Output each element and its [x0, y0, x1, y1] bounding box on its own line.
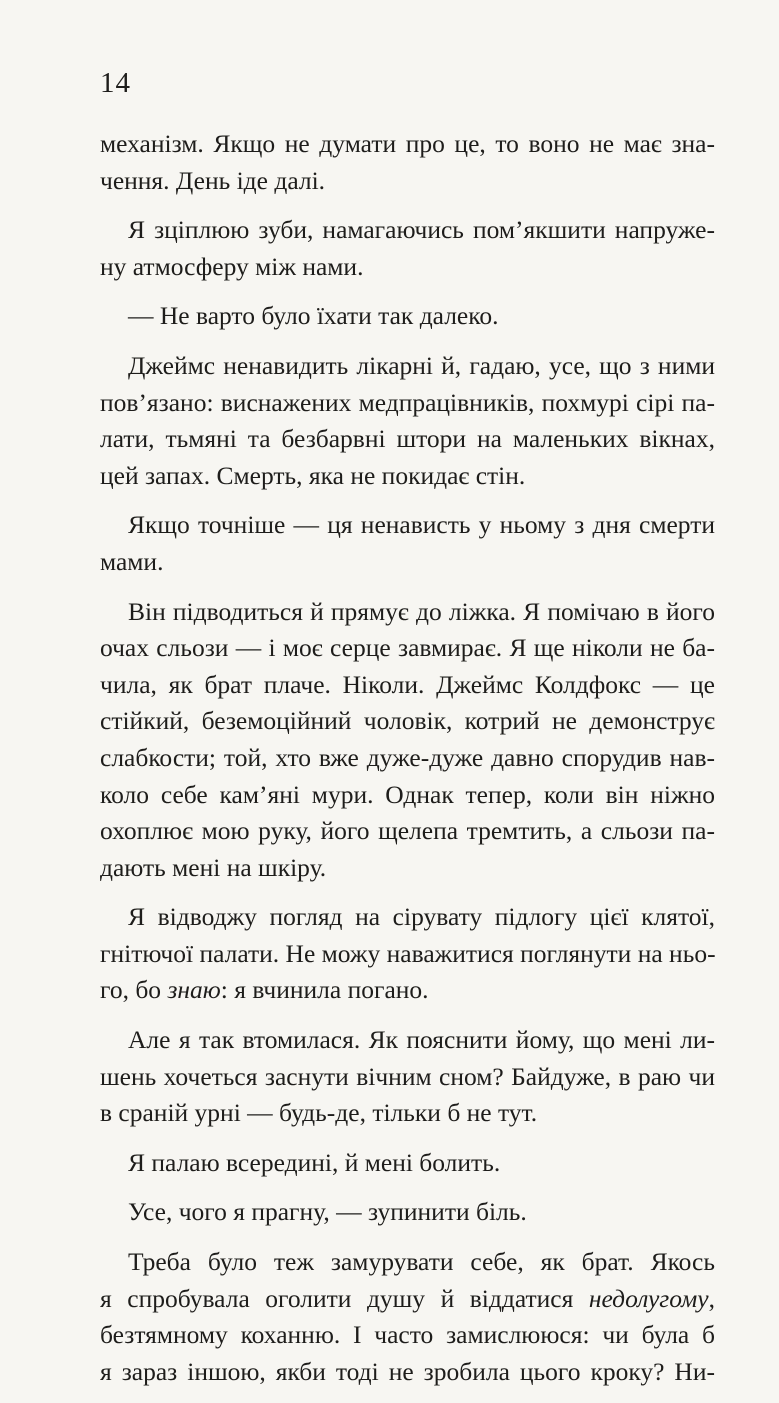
paragraph [100, 594, 715, 887]
text-line: Усе, чого я прагну, — зупинити біль. [128, 1197, 527, 1227]
paragraph [100, 1244, 715, 1390]
text-line: охоплює мою руку, його щелепа тремтить, а сльози па- [100, 816, 715, 846]
text-line: Я зціплюю зуби, намагаючись пом’якшити напруже- [128, 215, 715, 245]
paragraph [100, 1194, 715, 1231]
text-fragment: я спробувала оголити душу й віддатися [100, 1283, 589, 1313]
text-line: мами. [100, 546, 164, 576]
text-line: Джеймс ненавидить лікарні й, гадаю, усе, що з ними [128, 350, 715, 380]
text-line: стійкий, беземоційний чоловік, котрий не демонструє [100, 706, 715, 736]
text-line: Але я так втомилася. Як пояснити йому, що мені ли- [128, 1025, 715, 1055]
paragraph [100, 126, 715, 199]
paragraph [100, 899, 715, 1009]
text-fragment: : я вчинила погано. [220, 975, 429, 1005]
text-line: цей запах. Смерть, яка не покидає стін. [100, 460, 526, 490]
text-line: Треба було теж замурувати себе, як брат. Якось [128, 1247, 715, 1277]
text-line: в сраній урні — будь-де, тільки б не тут. [100, 1098, 538, 1128]
text-line: дають мені на шкіру. [100, 852, 327, 882]
text-line: очах сльози — і моє серце завмирає. Я ще ніколи не ба- [100, 633, 715, 663]
page-number: 14 [100, 67, 131, 99]
text-line [100, 972, 715, 1009]
text-line: — Не варто було їхати так далеко. [128, 301, 499, 331]
text-line: коло себе кам’яні мури. Однак тепер, коли він ніжно [100, 779, 715, 809]
body-text [100, 126, 715, 1403]
text-line: механізм. Якщо не думати про це, то воно не має зна- [100, 129, 715, 158]
emphasis: знаю [167, 975, 221, 1005]
text-fragment: го, бо [100, 975, 168, 1005]
paragraph [100, 298, 715, 335]
paragraph [100, 507, 715, 580]
paragraph [100, 348, 715, 494]
text-line: чення. День іде далі. [100, 165, 326, 195]
text-line: Якщо точніше — ця ненависть у ньому з дня смерти [128, 510, 715, 540]
text-line: слабкости; той, хто вже дуже-дуже давно спорудив нав- [100, 742, 715, 772]
text-line: Він підводиться й прямує до ліжка. Я помічаю в його [128, 596, 715, 626]
text-line: ну атмосферу між нами. [100, 251, 364, 281]
text-line: я зараз іншою, якби тоді не зробила цього кроку? Ни- [100, 1356, 715, 1386]
paragraph [100, 1022, 715, 1132]
emphasis: недолугому [588, 1283, 709, 1313]
text-line: Я відводжу погляд на сірувату підлогу цієї клятої, [128, 902, 715, 932]
text-line [100, 1281, 715, 1318]
text-line: пов’язано: виснажених медпрацівників, похмурі сірі па- [100, 387, 715, 417]
text-line: гнітючої палати. Не можу наважитися поглянути на ньо- [100, 938, 716, 968]
text-line: чила, як брат плаче. Ніколи. Джеймс Колдфокс — це [100, 669, 715, 699]
text-line: Я палаю всередині, й мені болить. [128, 1147, 501, 1177]
text-line: безтямному коханню. І часто замислююся: чи була б [100, 1320, 715, 1350]
text-line: шень хочеться заснути вічним сном? Байдуже, в раю чи [100, 1061, 715, 1091]
text-line: лати, тьмяні та безбарвні штори на маленьких вікнах, [100, 424, 715, 454]
text-fragment: , [708, 1283, 715, 1313]
paragraph [100, 212, 715, 285]
paragraph [100, 1145, 715, 1182]
